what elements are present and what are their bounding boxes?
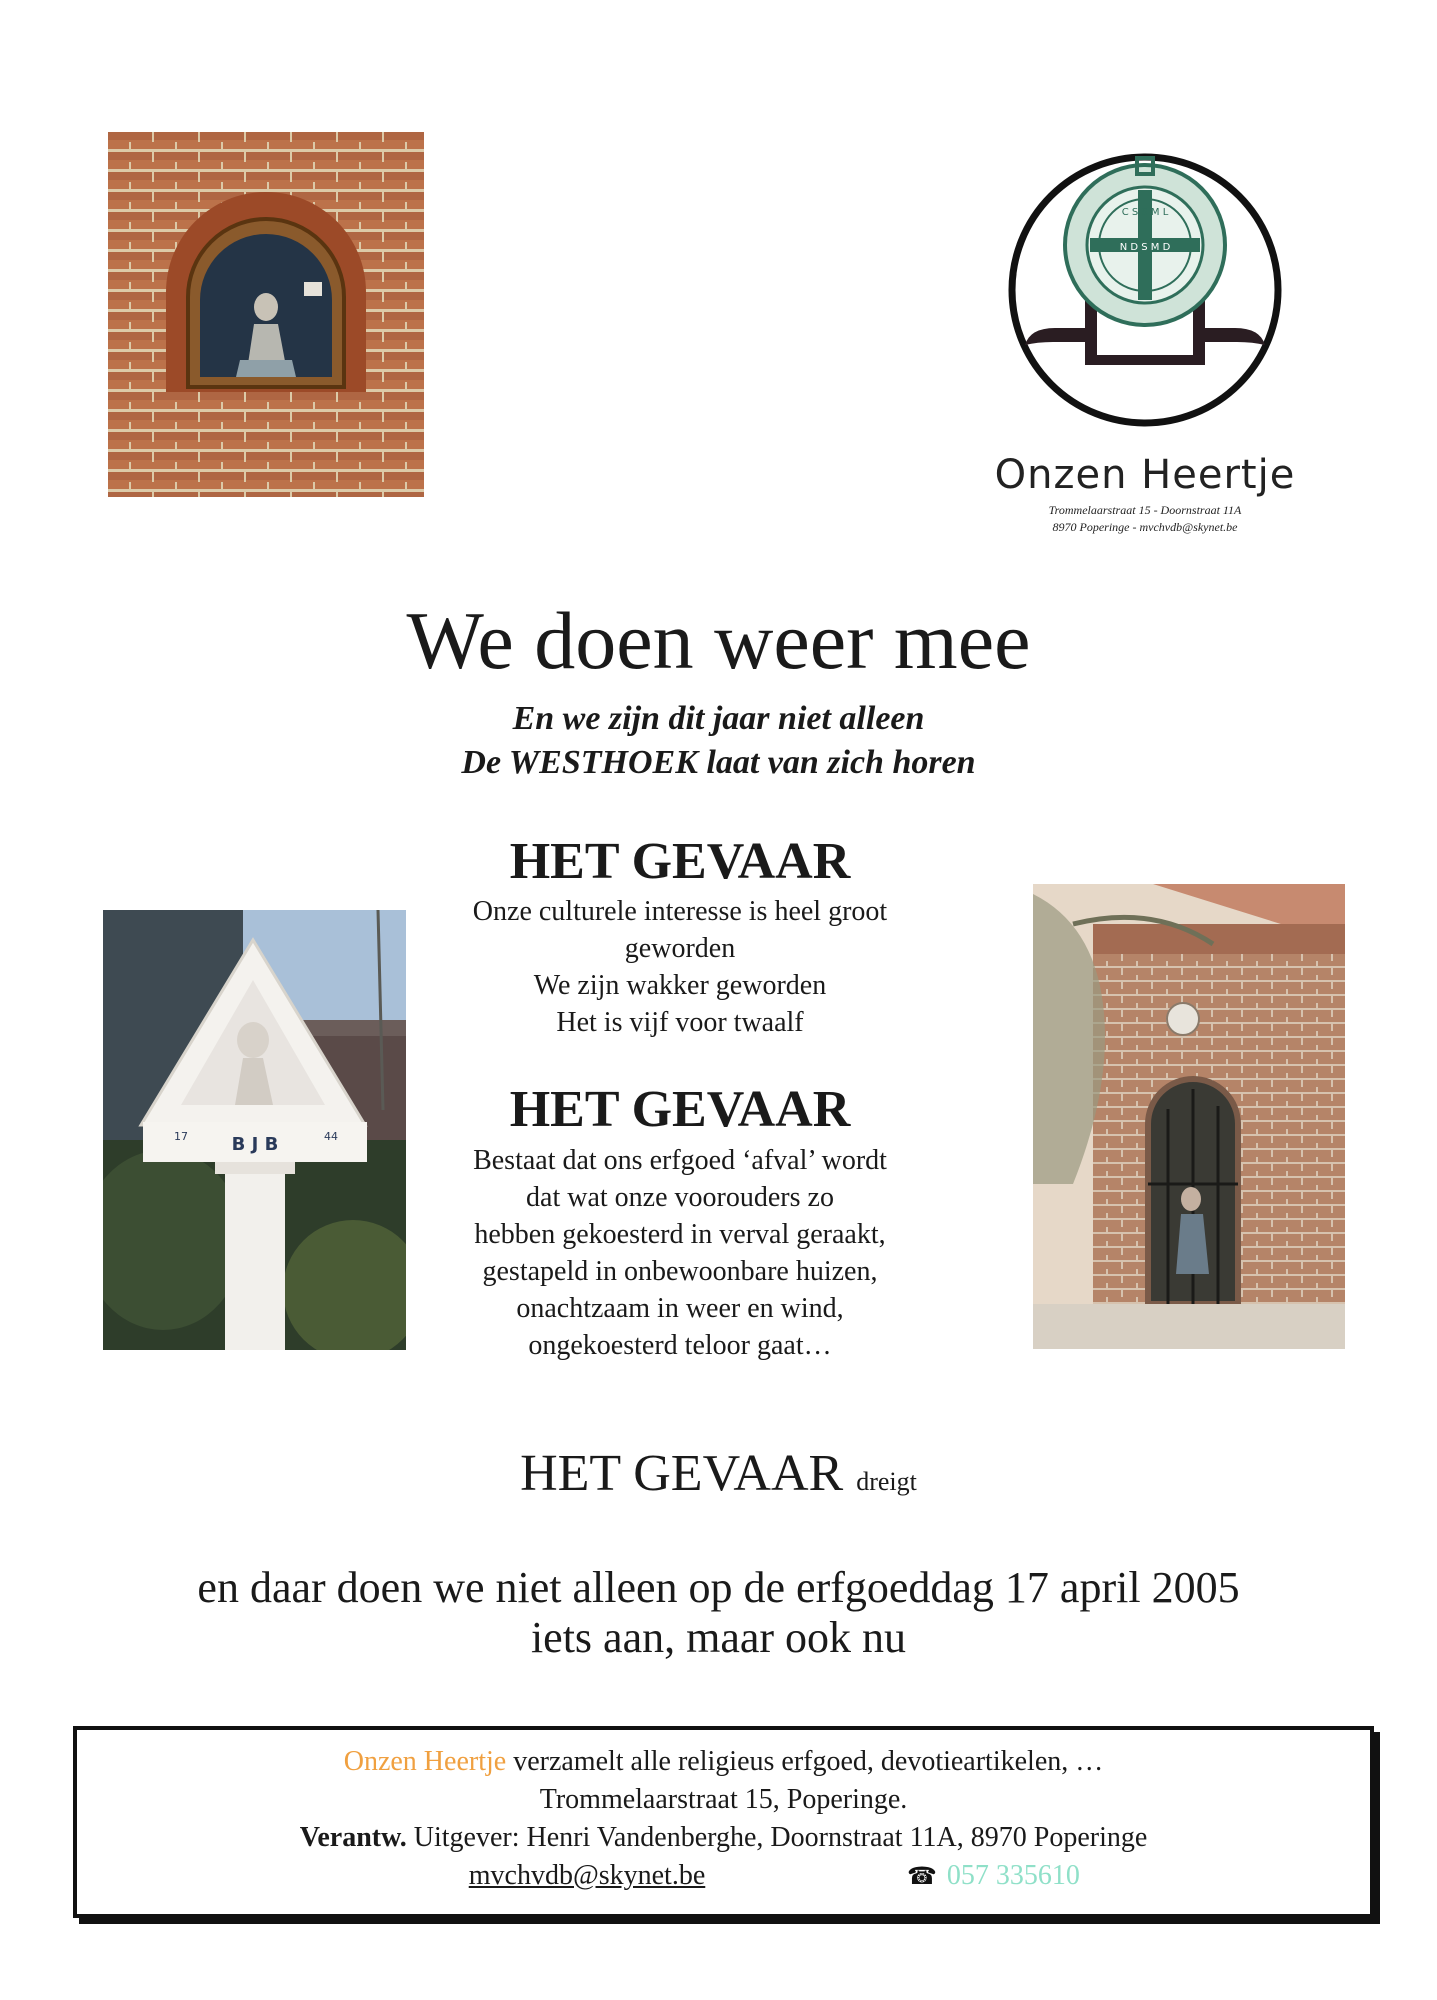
footer-line-1-text: verzamelt alle religieus erfgoed, devotieartikelen, … <box>506 1746 1104 1777</box>
roadside-shrine-photo <box>103 910 406 1350</box>
subtitle-line-1: En we zijn dit jaar niet alleen <box>512 700 925 737</box>
logo-name: Onzen Heertje <box>994 452 1296 498</box>
footer-line-1 <box>77 1744 1370 1780</box>
section-2-line: dat wat onze voorouders zo <box>526 1182 834 1213</box>
seal-vertical-text: C S S M L <box>1121 207 1169 218</box>
seal-center-text: N D S M D <box>1119 242 1171 253</box>
section-1-text <box>420 893 940 1041</box>
brick-chapel-photo <box>1033 884 1345 1349</box>
page-title: We doen weer mee <box>406 595 1031 686</box>
section-2-line: ongekoesterd teloor gaat… <box>528 1330 832 1361</box>
section-1-line: geworden <box>624 933 736 964</box>
closing-line-1: en daar doen we niet alleen op de erfgoeddag 17 april 2005 <box>197 1563 1240 1612</box>
footer-publisher: Uitgever: Henri Vandenberghe, Doornstraat 11A, 8970 Poperinge <box>406 1822 1148 1853</box>
brick-niche-photo <box>108 132 424 497</box>
footer-phone-number: 057 335610 <box>946 1860 1080 1891</box>
shrine-year-right: 44 <box>324 1130 338 1143</box>
section-2-text <box>420 1142 940 1364</box>
threat-main: HET GEVAAR <box>520 1445 844 1502</box>
niche-illustration <box>108 132 424 497</box>
shrine-inscription: B J B <box>231 1134 279 1155</box>
subtitle-line-2: De WESTHOEK laat van zich horen <box>461 744 976 781</box>
footer-line-3 <box>77 1820 1370 1856</box>
section-2-heading: HET GEVAAR <box>509 1081 851 1138</box>
section-2-line: onachtzaam in weer en wind, <box>516 1293 844 1324</box>
logo-address-line-2: 8970 Poperinge - mvchvdb@skynet.be <box>1052 520 1238 534</box>
footer-line-2: Trommelaarstraat 15, Poperinge. <box>539 1784 908 1815</box>
section-1-line: We zijn wakker geworden <box>533 970 827 1001</box>
chapel-illustration <box>1033 884 1345 1349</box>
benedict-medal-icon <box>985 150 1305 440</box>
section-2-line: Bestaat dat ons erfgoed ‘afval’ wordt <box>473 1145 887 1176</box>
section-2-line: gestapeld in onbewoonbare huizen, <box>482 1256 878 1287</box>
onzen-heertje-logo <box>985 150 1305 440</box>
footer-phone <box>907 1858 1207 1895</box>
closing-line-2: iets aan, maar ook nu <box>530 1613 907 1662</box>
threat-line <box>0 1444 1437 1503</box>
shrine-illustration <box>103 910 406 1350</box>
section-1-line: Het is vijf voor twaalf <box>556 1007 804 1038</box>
logo-address-line-1: Trommelaarstraat 15 - Doornstraat 11A <box>1048 503 1242 517</box>
footer-box <box>73 1726 1374 1918</box>
shrine-year-left: 17 <box>174 1130 188 1143</box>
telephone-icon: ☎ <box>907 1864 937 1890</box>
footer-email-link[interactable]: mvchvdb@skynet.be <box>468 1860 706 1891</box>
section-1-line: Onze culturele interesse is heel groot <box>472 896 888 927</box>
footer-responsible-label: Verantw. <box>299 1822 407 1853</box>
section-1-heading: HET GEVAAR <box>509 833 851 890</box>
threat-small: dreigt <box>856 1467 917 1496</box>
footer-brand: Onzen Heertje <box>343 1746 507 1777</box>
section-2-line: hebben gekoesterd in verval geraakt, <box>474 1219 886 1250</box>
